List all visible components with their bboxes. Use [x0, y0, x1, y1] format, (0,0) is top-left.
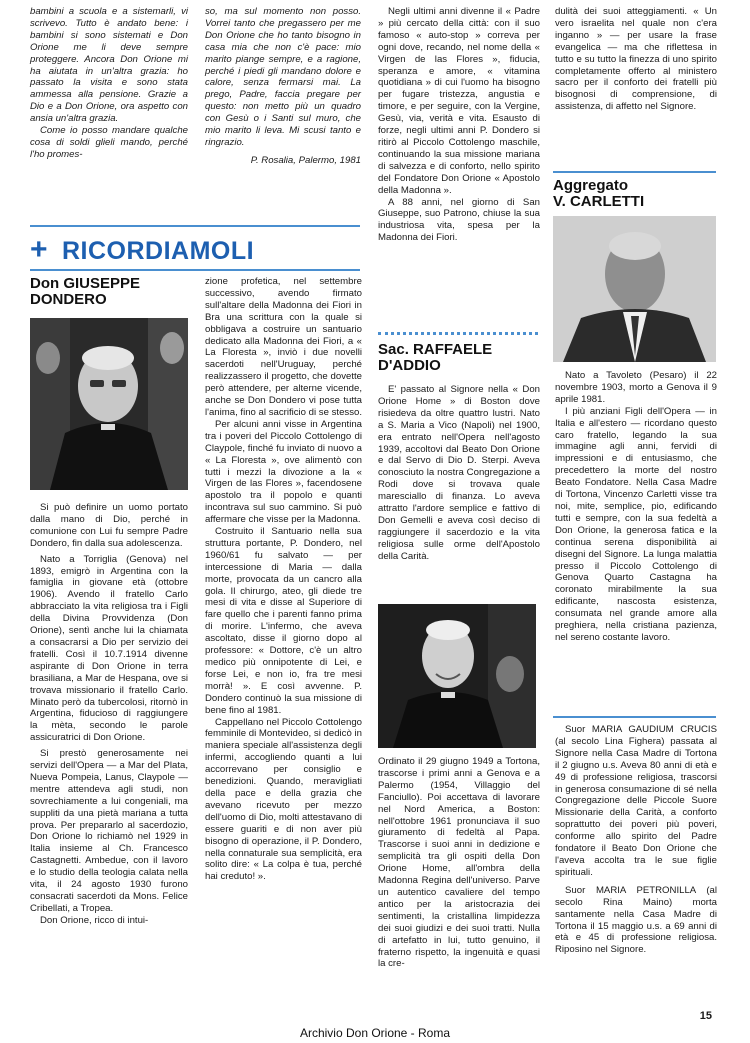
dondero-p3: Si prestò generosamente nei servizi dell'Opera — a Mar del Plata, Nueva Pompeia, Lanus, Claypole — mentre attendeva agli studi, non sovrechiamente a lui congeniali, ma suppliti da una pietà mariana a tutta prova. Per prepararlo al sacerdozio, Don Orione lo richiamò nel 1929 in Italia insieme al Ch. Francesco Castagnetti. Ambedue, con il lavoro e lo studio della teologia calata nella vita, il 24 agosto 1930 furono consacrati sacerdoti da Mons. Felice Cribellati, a Tropea. [30, 748, 188, 914]
page-number: 15 [699, 1010, 712, 1022]
letter-text-1b: Come io posso mandare qualche cosa di soldi glieli mando, perché l'ho promes- [30, 125, 188, 160]
daddio-heading-line1: Sac. RAFFAELE [378, 341, 493, 358]
dondero-photo [30, 318, 188, 490]
dondero-heading-line2: DONDERO [30, 291, 107, 308]
suore-rule [553, 716, 716, 718]
letter-text-2: so, ma sul momento non posso. Vorrei tanto che pregassero per me Don Orione che ho tanto bisogno in casa mia che non c'è pace: mio marito piange sempre, e a ragione, perché i piedi gli mandano dolore e calore, senza fermarsi mai. La prego, Padre, faccia pregare per questo: non metto più un quadro con Gesù o i Santi sul muro, che mio marito li leva. Mi scusi tanto e ringrazio. [205, 6, 361, 148]
dondero-col3b-text: A 88 anni, nel giorno di San Giuseppe, suo Patrono, chiuse la sua industriosa vita, spesa per la Madonna dei Fiori. [378, 196, 540, 244]
carletti-column-text [555, 370, 717, 644]
letter-column-1 [30, 6, 188, 161]
dondero-column-1 [30, 502, 188, 927]
carletti-photo [553, 216, 716, 362]
carletti-heading-line1: Aggregato [553, 177, 628, 194]
suore-p2: Suor MARIA PETRONILLA (al secolo Rina Maino) morta santamente nella Casa Madre di Tortona il 15 maggio u.s. a 69 anni di età e 45 di professione religiosa. Riposino nel Signore. [555, 884, 717, 956]
daddio-col4-text: dulità dei suoi atteggiamenti. « Un vero israelita nel quale non c'era inganno » — per usare la frase evangelica — ma che riflettesa in tutto e su tutto la finezza di uno spirito completamente offerto al ministero sacro per il conforto dei fratelli più bisognosi di comprensione, di assistenza, di affetto nel Signore. [555, 6, 717, 113]
letter-column-2 [205, 6, 361, 167]
banner-rule-bottom [30, 269, 360, 271]
dondero-col2-p2: Per alcuni anni visse in Argentina tra i poveri del Piccolo Cottolengo di Claypole, finché fu inviato di nuovo a « La Floresta », ove alimentò con tutti i mezzi la divozione a la « Virgen de las Flores », facendosene apostolo tra il popolo e quanti incontrava sul suo cammino. Si può affermare che visse per la Madonna. [205, 418, 362, 526]
dondero-p4: Don Orione, ricco di intui- [40, 914, 149, 926]
plus-icon: + [30, 233, 48, 266]
dondero-continuation [378, 6, 540, 244]
archive-footer: Archivio Don Orione - Roma [299, 1026, 451, 1040]
carletti-p2: I più anziani Figli dell'Opera — in Italia e all'estero — ricordano questo caro fratello, legando la sua immagine agli anni, fervidi di impressioni e di entusiasmo, che precedettero la morte del nostro Beato Fondatore. Nella Casa Madre di Tortona, Vincenzo Carletti visse tra noi, mite, semplice, pio, edificando tutti e sempre, con la sua fedeltà a Don Orione, la generosa fatica e la continua serena disponibilità ai disegni del Signore. La lunga malattia presso il Piccolo Cottolengo di Genova Quarto Castagna ha coronato mirabilmente la sua edificante, nascosta esistenza, consumata nel grande amore alla preghiera, nella cristiana pazienza, nel sereno costante lavoro. [555, 405, 717, 643]
daddio-rule [378, 332, 538, 335]
suore-p1: Suor MARIA GAUDIUM CRUCIS (al secolo Lina Fighera) passata al Signore nella Casa Madre di Tortona il 2 giugno u.s. Aveva 80 anni di età e 49 di professione religiosa, trascorsi in generosa consumazione di sé nella Congregazione delle Piccole Suore Missionarie della Carità, a conforto soprattutto dei poveri più poveri, conforme allo spirito del Padre fondatore il Beato Don Orione che l'aveva accolta tra le sue figlie spirituali. [555, 724, 717, 878]
section-banner [30, 233, 366, 265]
carletti-rule [553, 171, 716, 173]
daddio-column-text [378, 384, 540, 563]
banner-rule-top [30, 225, 360, 227]
daddio-p2: Ordinato il 29 giugno 1949 a Tortona, trascorse i primi anni a Genova e a Palermo (1954, Villaggio del Fanciullo). Poi accettava di lavorare nel Nord America, a Boston: nell'ottobre 1961 pronunciava il suo giuramento di fedeltà al Papa. Trascorse i suoi anni in dedizione e semplicità tra gli ospiti della Don Orione Home, all'ombra della Madonna Regina dell'universo. Parve un autentico cavaliere del tempo antico per la aristocrazia dei sentimenti, la cristallina limpidezza dei suoi giudizi e dei suoi tratti. Nulla di artefatto in lui, tutto genuino, il fraterno rispetto, la ingenuità e quasi la cre- [378, 756, 540, 970]
dondero-heading [30, 276, 190, 308]
daddio-heading-line2: D'ADDIO [378, 357, 441, 374]
section-title: RICORDIAMOLI [62, 237, 255, 265]
carletti-heading [553, 178, 718, 210]
dondero-col2-p1: zione profetica, nel settembre successivo, avendo firmato sull'altare della Madonna dei Fiori in Bra una scrittura con la quale si obbligava a costruire un santuario dedicato alla Madonna dei Fiori, a « La Floresta », inviò i due novelli sacerdoti nell'Uruguay, perché realizzassero il progetto, che dovette però attendere, per alterne vicende, anche se Don Dondero vi pose tutta l'anima, fino al sacrificio di se stesso. [205, 276, 362, 418]
daddio-p1: E' passato al Signore nella « Don Orione Home » di Boston dove risiedeva da oltre quattro lustri. Nato a S. Maria a Vico (Napoli) nel 1900, era entrato nell'Opera nell'agosto 1939, accoltovi dal Beato Don Orione e dal Servo di Dio D. Sterpi. Aveva conosciuto la nostra Congregazione a Rodi dove si trovava quale maresciallo di finanza. Lo aveva attratto l'ardore semplice e fattivo di Don Gemelli e aveva così deciso di raggiungere il sacerdozio e la vita religiosa sulle orme dell'Apostolo della Carità. [378, 384, 540, 562]
dondero-heading-line1: Don GIUSEPPE [30, 275, 141, 292]
dondero-col2-p3: Costruito il Santuario nella sua struttura portante, P. Dondero, nel 1960/61 fu salvato — per intercessione di Maria — dalla morte, provocata da un cancro alla gola. Il chirurgo, ateo, gli diede tre mesi di vita e disse al Superiore di fare quello che i parenti fanno prima di morire. L'infermo, che aveva ascoltato, disse il giorno dopo al professore: « Dottore, c'è un altro medico più onnipotente di Lei, e forse Lei, e non io, fra tre mesi morrà! ». E così avvenne. P. Dondero continuò la sua missione di bene fino al 1981. [205, 526, 362, 716]
daddio-column-text-2 [378, 756, 540, 970]
carletti-p1: Nato a Tavoleto (Pesaro) il 22 novembre 1903, morto a Genova il 9 aprile 1981. [555, 370, 717, 405]
dondero-col2-p4: Cappellano nel Piccolo Cottolengo femminile di Montevideo, si dedicò in maniera speciale all'assistenza degli infermi, accogliendo quanti a lui accorrevano per consiglio e benedizioni. Quando, meravigliati della pace e della grazia che avevano ricevuto per mezzo dell'uomo di Dio, molti attestavano di essere guariti e di non aver più bisogno di operazione, il P. Dondero, nella connaturale sua semplicità, era solito dire: « La colpa è tua, perché hai creduto! ». [205, 716, 362, 883]
dondero-col3-text: Negli ultimi anni divenne il « Padre » più cercato della città: con il suo famoso « auto-stop » correva per ogni dove, recando, nel nome della « Virgen de las Flores », fiducia, speranza e amore, « vitamina quotidiana » di cui l'uomo ha bisogno per fugare tristezza, angustia e timore, e per seguire, con la Vergine, Gesù, via, verità e vita. Esausto di forze, negli ultimi anni P. Dondero si ritirò al Piccolo Cottolengo maschile, continuando la sua missione mariana di salvezza e di conforto, nello spirito del Fondatore Don Orione « Apostolo della Madonna ». [378, 6, 540, 196]
letter-text-1: bambini a scuola e a sistemarli, vi scrivevo. Tutto è andato bene: i bambini si sono sistemati e Don Orione me li deve sempre proteggere. Ancora Don Orione mi ha aiutata in un'altra grazia: ho passato la visita e sono stata ammessa alla pensione. Grazie a Dio e a Don Orione, ora aspetto con ansia un'altra grazia. [30, 6, 188, 125]
dondero-column-2 [205, 276, 362, 883]
dondero-p1: Si può definire un uomo portato dalla mano di Dio, perché in comunione con Lui fu sempre Padre Dondero, fin dalla sua adolescenza. [30, 502, 188, 549]
daddio-photo [378, 604, 536, 748]
dondero-p2: Nato a Torriglia (Genova) nel 1893, emigrò in Argentina con la famiglia in giovane età (ottobre 1906). Avendo il fratello Carlo abbracciato la vita religiosa tra i Figli della Divina Provvidenza (Don Orione), sentì anche lui la chiamata a consacrarsi a Dio per servizio dei fratelli. Così il 10.7.1914 divenne aspirante di Don Orione in terra brasiliana, a Mar de Hespana, ove si trovava missionario il fratello Carlo. Minato però da tubercolosi, ritornò in Argentina, fiducioso di raggiungere la mèta, secondo le parole assicuratrici di Don Orione. [30, 553, 188, 744]
suore-column-text [555, 724, 717, 956]
daddio-continuation [555, 6, 717, 113]
carletti-heading-line2: V. CARLETTI [553, 193, 645, 210]
letter-signature: P. Rosalia, Palermo, 1981 [250, 154, 361, 166]
daddio-heading [378, 342, 540, 374]
